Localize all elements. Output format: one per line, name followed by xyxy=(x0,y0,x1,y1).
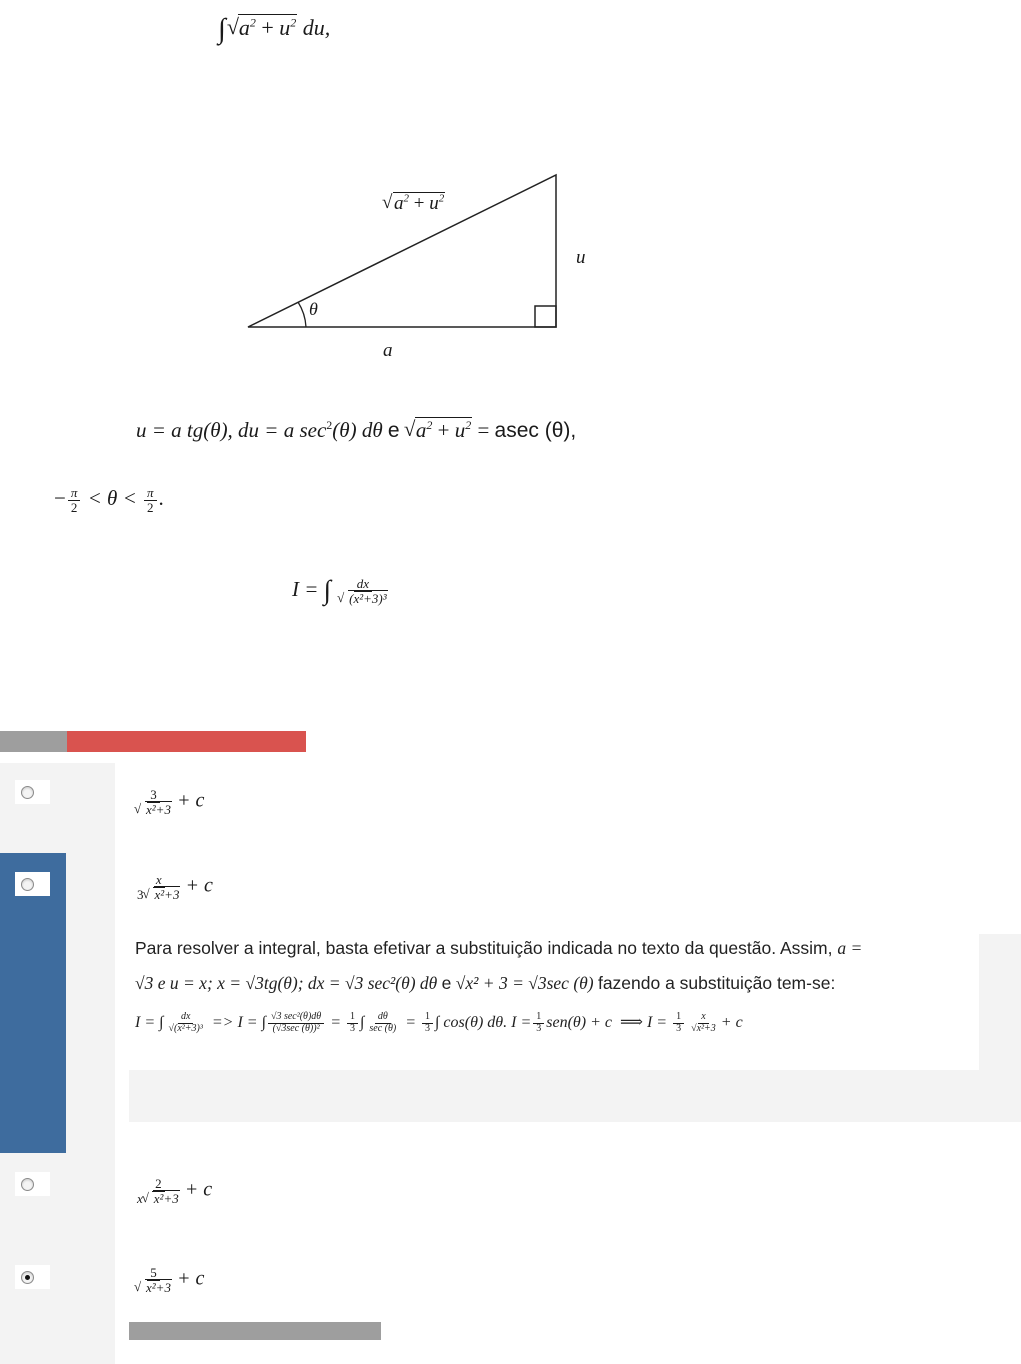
hypotenuse-label: √ $a^2 + u^2$ xyxy=(383,193,445,215)
theta-range: − $\frac{\pi}{2}$ < θ < $\frac{\pi}{2}$ . xyxy=(54,485,164,515)
top-integral: ∫√ $a^2 + u^2$ du, xyxy=(218,14,330,46)
option-c-formula: $\frac{2}{\text{x√ x²+3}}$ + c xyxy=(132,1177,212,1205)
option-d-radio-wrap[interactable] xyxy=(15,1265,50,1289)
option-b-radio-wrap[interactable] xyxy=(15,872,50,896)
side-a-label: a xyxy=(383,340,393,361)
option-a-formula: 3 √ x²+3 + c xyxy=(130,788,204,816)
angle-theta-label: θ xyxy=(309,299,318,319)
status-bar-red xyxy=(67,731,306,752)
option-a-radio[interactable] xyxy=(21,786,34,799)
correct-answer-bar xyxy=(0,853,66,1153)
option-d-radio[interactable] xyxy=(21,1271,34,1284)
question-integral: I = ∫ dx √ (x²+3)³ xyxy=(292,575,393,606)
option-b-formula: $\frac{x}{\text{3√ x²+3}}$ + c xyxy=(132,873,213,901)
option-c-radio-wrap[interactable] xyxy=(15,1172,50,1196)
option-c-radio[interactable] xyxy=(21,1178,34,1191)
explanation-line-1: Para resolver a integral, basta efetivar a substituição indicada no texto da questão. Assim, a = xyxy=(135,938,863,958)
bottom-grey-bar xyxy=(129,1322,381,1340)
side-u-label: u xyxy=(576,247,586,268)
explanation-line-2: √3 e u = x; x = √3tg(θ); dx = √3 sec²(θ) dθ e √x² + 3 = √3sec (θ) fazendo a substituição tem-se: xyxy=(135,973,836,993)
option-d-formula: 5 √ x²+3 + c xyxy=(130,1266,204,1294)
substitution-formula: u = a tg(θ), du = a $\sec^2(\theta)$ dθ e √ $a^2 + u^2 = asec$ (θ), xyxy=(136,418,576,443)
option-a-radio-wrap[interactable] xyxy=(15,780,50,804)
option-b-radio[interactable] xyxy=(21,878,34,891)
explanation-line-3: I = ∫ $\frac{dx}{\text{√(x²+3)³}}$ => I = ∫ $\frac{\text{√3 sec²(θ)dθ}}{\text{(√3sec (θ))²}}$ = $\frac{1}{3}$ ∫ $\frac{d\theta}{\sec (\theta)}$ = $\frac{1}{3}$ ∫ cos(θ) dθ. I = $\frac{1}{3}$ sen(θ) + c ⟹ I = $\frac{1}{3}$ $\frac{x}{\text{√x²+3}}$ + c xyxy=(135,1011,743,1034)
status-bar-grey xyxy=(0,731,67,752)
